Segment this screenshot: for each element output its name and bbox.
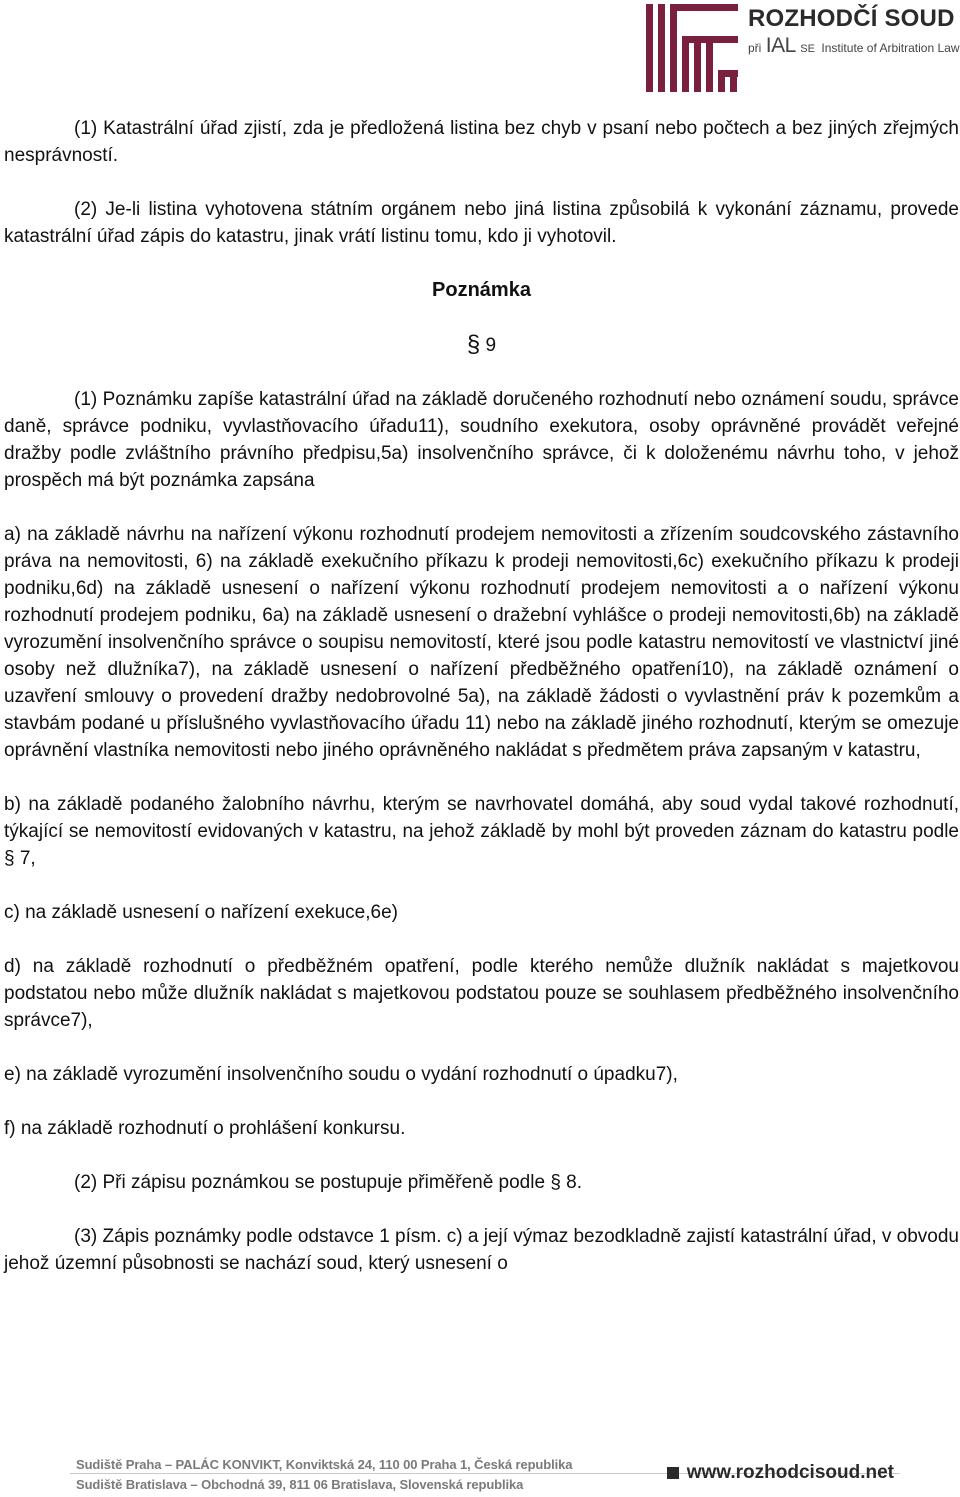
paragraph-5: (3) Zápis poznámky podle odstavce 1 písm. c) a její výmaz bezodkladně zajistí katastrální úřad, v obvodu jehož územní působnosti se nachází soud, který usnesení o	[4, 1226, 959, 1274]
list-item-e: e) na základě vyrozumění insolvenčního soudu o vydání rozhodnutí o úpadku7),	[4, 1064, 678, 1085]
footer-address-bratislava: Sudiště Bratislava – Obchodná 39, 811 06 Bratislava, Slovenská republika	[76, 1477, 524, 1492]
paragraph-2: (2) Je-li listina vyhotovena státním orgánem nebo jiná listina způsobilá k vykonání záznamu, provede katastrální úřad zápis do katastru, jinak vrátí listinu tomu, kdo ji vyhotovil.	[4, 199, 959, 247]
list-item-b: b) na základě podaného žalobního návrhu, kterým se navrhovatel domáhá, aby soud vydal takové rozhodnutí, týkající se nemovitostí evidovaných v katastru, na jehož základě by mohl být proveden záznam do katastru podle § 7,	[4, 794, 959, 869]
section-number	[4, 331, 959, 359]
section-sign-icon: §	[466, 331, 481, 358]
footer-address-prague: Sudiště Praha – PALÁC KONVIKT, Konviktská 24, 110 00 Praha 1, Česká republika	[76, 1457, 573, 1472]
list-item-f: f) na základě rozhodnutí o prohlášení konkursu.	[4, 1118, 406, 1139]
logo-institute: Institute of Arbitration Law	[821, 41, 960, 55]
paragraph-3: (1) Poznámku zapíše katastrální úřad na základě doručeného rozhodnutí nebo oznámení soudu, správce daně, správce podniku, vyvlastňovacího úřadu11), soudního exekutora, osoby oprávněné provádět veřejné dražby podle zvláštního právního předpisu,5a) insolvenčního správce, či k doloženému návrhu toho, v jehož prospěch má být poznámka zapsána	[4, 389, 959, 491]
logo-title: ROZHODČÍ SOUD	[748, 5, 955, 32]
logo-ial: IAL	[765, 34, 796, 57]
footer-website[interactable]	[667, 1462, 894, 1484]
logo	[644, 2, 960, 94]
logo-pri: při	[748, 41, 762, 55]
section-number-value: 9	[485, 335, 497, 356]
footer-website-text[interactable]: www.rozhodcisoud.net	[686, 1462, 894, 1483]
logo-se: SE	[800, 43, 815, 55]
paragraph-4: (2) Při zápisu poznámkou se postupuje přiměřeně podle § 8.	[74, 1172, 583, 1193]
list-item-c: c) na základě usnesení o nařízení exekuce,6e)	[4, 902, 398, 923]
page-footer	[70, 1452, 900, 1496]
logo-subtitle	[748, 34, 960, 58]
square-bullet-icon	[667, 1467, 679, 1479]
section-heading: Poznámka	[432, 279, 531, 301]
list-item-d: d) na základě rozhodnutí o předběžném opatření, podle kterého nemůže dlužník nakládat s majetkovou podstatou nebo může dlužník nakládat s majetkovou podstatou pouze se souhlasem předběžného insolvenčního správce7),	[4, 956, 959, 1031]
paragraph-1: (1) Katastrální úřad zjistí, zda je předložená listina bez chyb v psaní nebo počtech a bez jiných zřejmých nesprávností.	[4, 118, 959, 166]
document-body	[4, 115, 959, 1304]
list-item-a: a) na základě návrhu na nařízení výkonu rozhodnutí prodejem nemovitosti a zřízením soudcovského zástavního práva na nemovitosti, 6) na základě exekučního příkazu k prodeji nemovitosti,6c) exekučního příkazu k prodeji podniku,6d) na základě usnesení o nařízení výkonu rozhodnutí prodejem nemovitosti a o nařízení výkonu rozhodnutí prodejem podniku, 6a) na základě usnesení o dražební vyhlášce o prodeji nemovitosti,6b) na základě vyrozumění insolvenčního správce o soupisu nemovitostí, které jsou podle katastru nemovitostí ve vlastnictví jiné osoby než dlužníka7), na základě usnesení o nařízení předběžného opatření10), na základě oznámení o uzavření smlouvy o provedení dražby nedobrovolné 5a), na základě žádosti o vyvlastnění práv k pozemkům a stavbám podané u příslušného vyvlastňovacího úřadu 11) nebo na základě jiného rozhodnutí, kterým se omezuje oprávnění vlastníka nemovitosti nebo jiného oprávněného nakládat s předmětem práva zapsaným v katastru,	[4, 524, 959, 761]
arbitration-court-logo-icon	[644, 2, 742, 94]
